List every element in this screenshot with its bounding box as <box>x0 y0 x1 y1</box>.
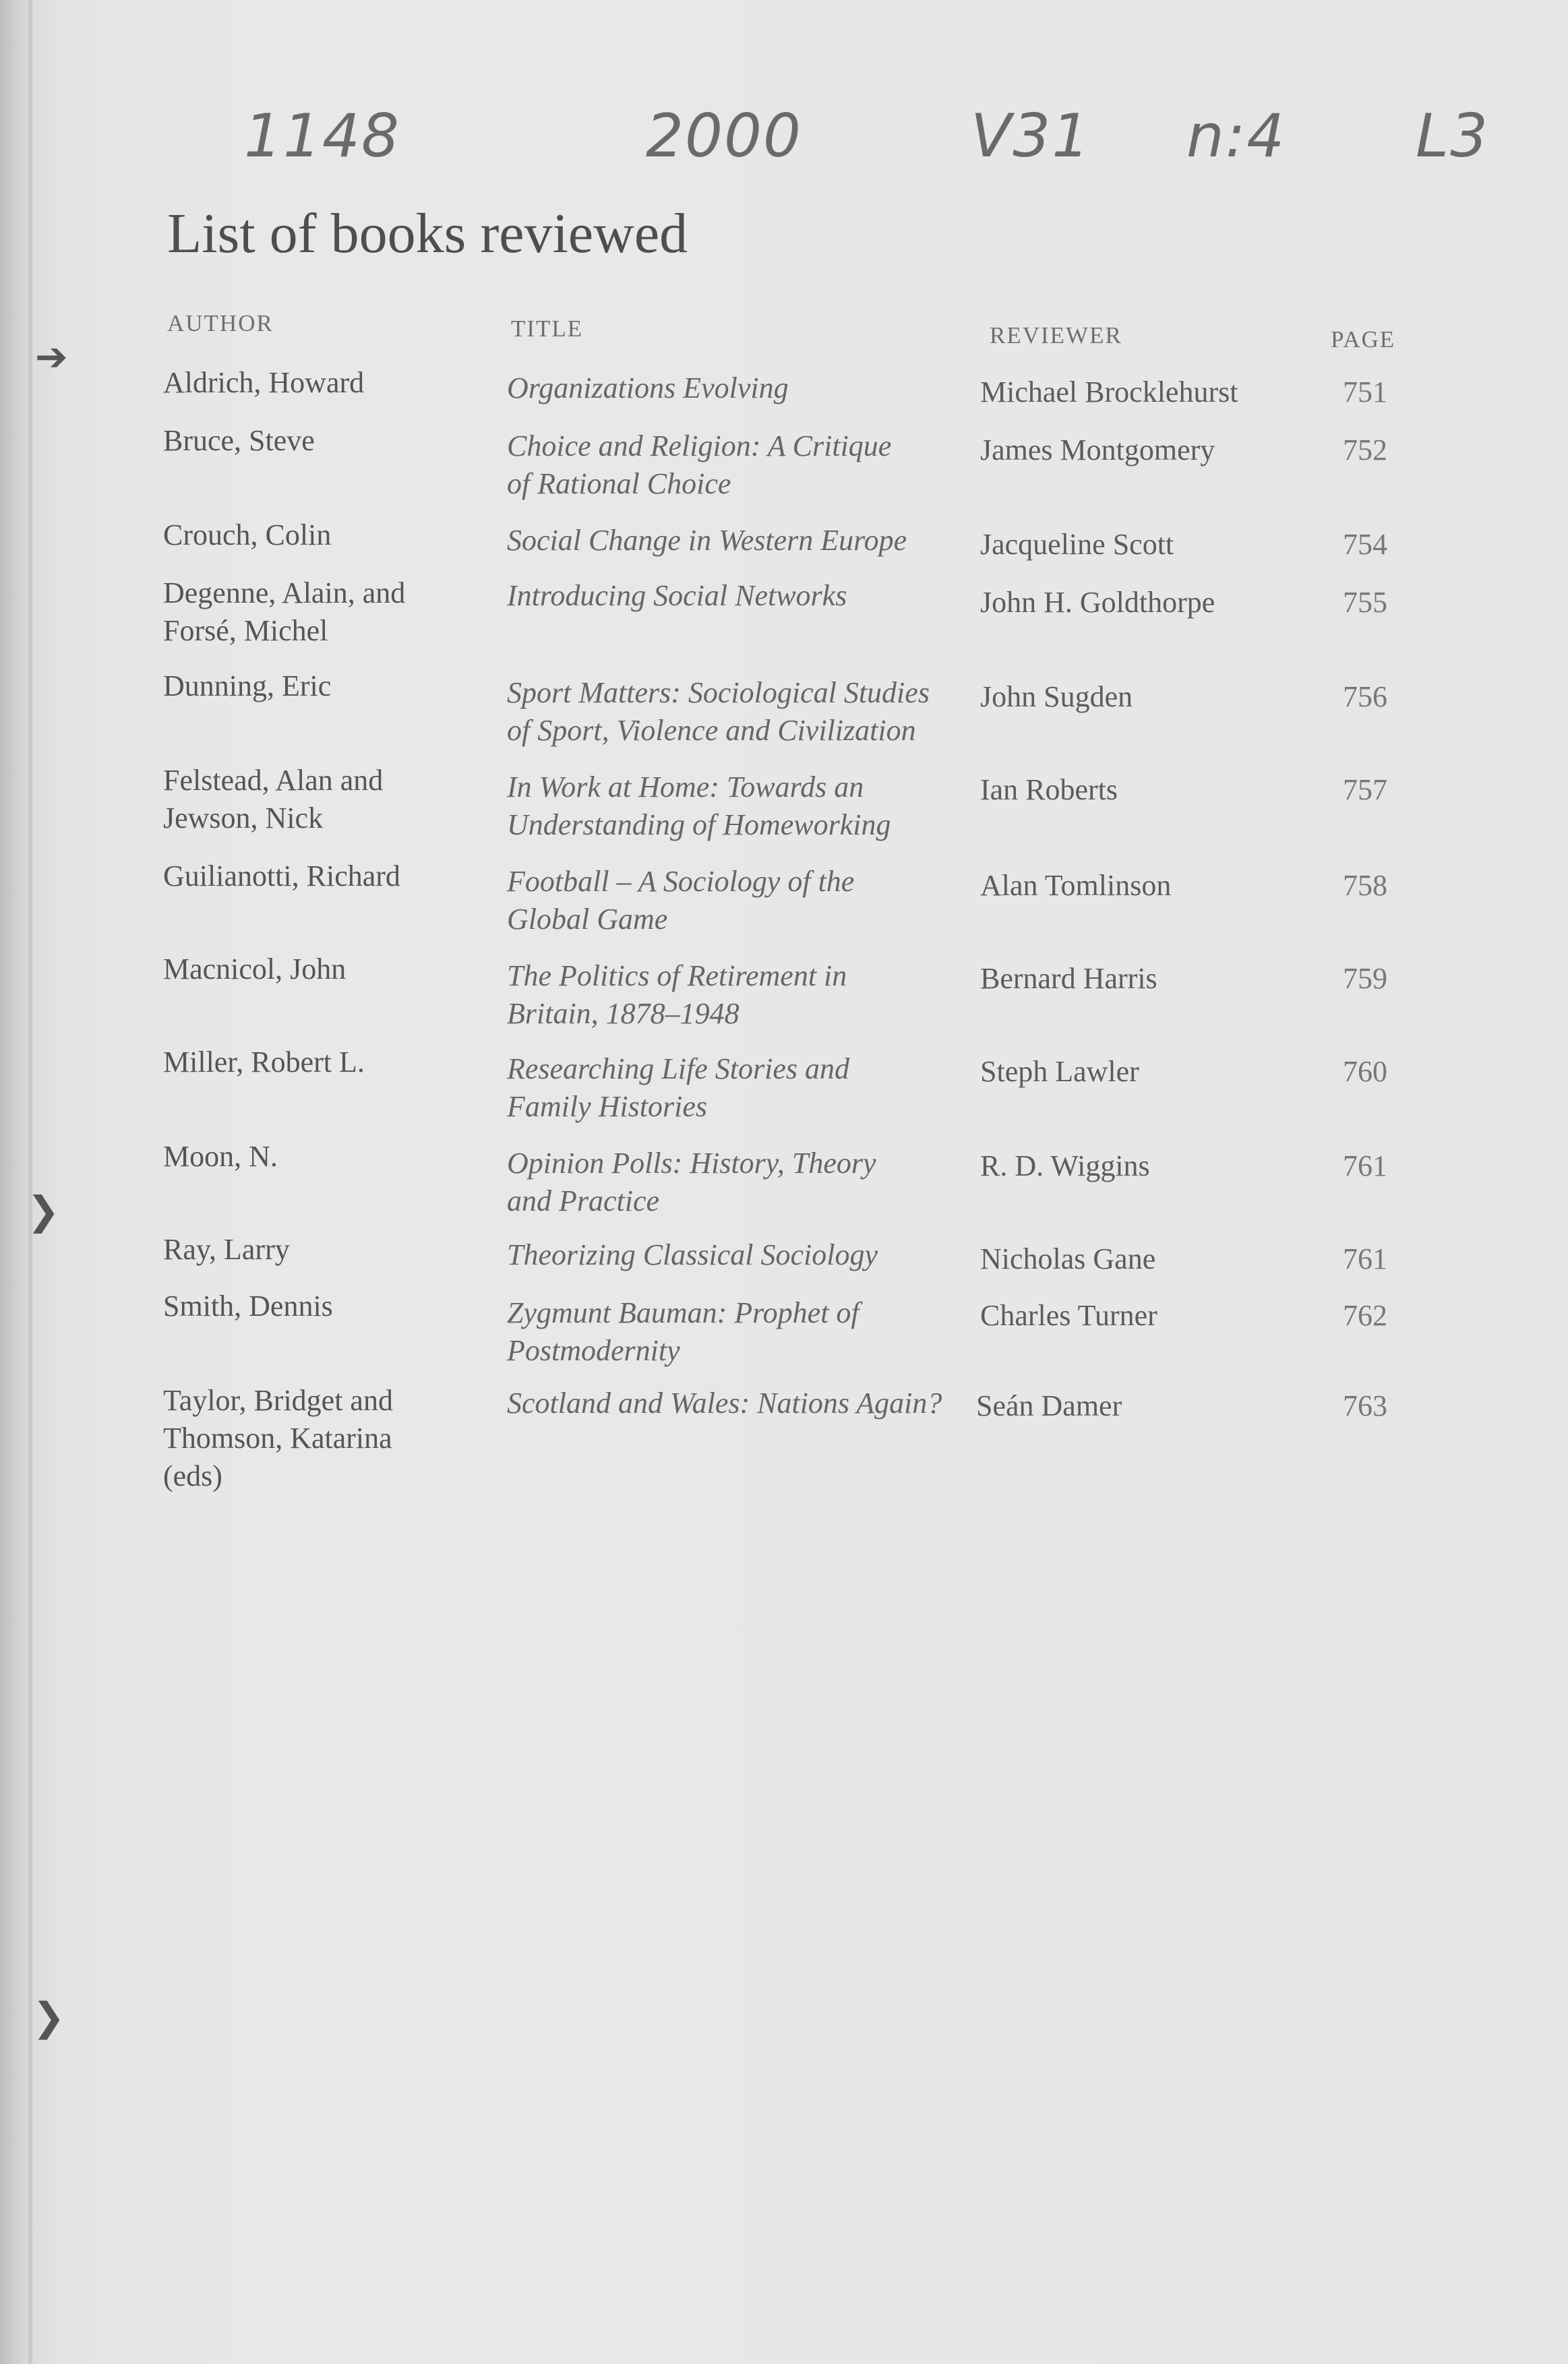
reviewer-cell: Steph Lawler <box>980 1055 1139 1088</box>
title-line: Global Game <box>507 903 668 936</box>
column-header-title: TITLE <box>511 315 584 342</box>
table-row <box>0 1231 1568 1275</box>
page-number: 752 <box>1343 433 1387 466</box>
page-number: 761 <box>1343 1149 1387 1182</box>
title-line: In Work at Home: Towards an <box>507 770 864 804</box>
title-line: The Politics of Retirement in <box>507 959 847 992</box>
title-cell <box>507 957 979 1033</box>
author-line: Bruce, Steve <box>163 424 315 457</box>
reviewer-cell: Ian Roberts <box>980 773 1118 806</box>
author-line: Dunning, Eric <box>163 669 332 702</box>
title-line: Theorizing Classical Sociology <box>507 1238 878 1271</box>
title-line: Postmodernity <box>507 1334 680 1367</box>
author-cell <box>163 1138 507 1176</box>
title-cell <box>507 863 979 938</box>
table-row <box>0 1382 1568 1492</box>
handwritten-note: 1148 <box>244 101 400 171</box>
author-line: Ray, Larry <box>163 1233 290 1266</box>
page-number: 763 <box>1343 1389 1387 1422</box>
reviewer-cell: Bernard Harris <box>980 962 1157 995</box>
author-line: Jewson, Nick <box>163 801 324 835</box>
page-number: 756 <box>1343 680 1387 713</box>
title-cell <box>507 1145 979 1220</box>
handwritten-note: n:4 <box>1186 101 1286 171</box>
author-line: Guilianotti, Richard <box>163 859 400 892</box>
reviewer-cell: R. D. Wiggins <box>980 1149 1150 1182</box>
page-number: 762 <box>1343 1299 1387 1332</box>
author-line: (eds) <box>163 1459 222 1492</box>
author-line: Aldrich, Howard <box>163 366 365 399</box>
title-line: Understanding of Homeworking <box>507 808 891 841</box>
staple-icon: ➔ <box>35 334 68 380</box>
page-number: 761 <box>1343 1242 1387 1275</box>
author-line: Degenne, Alain, and <box>163 576 406 609</box>
author-cell <box>163 1382 507 1495</box>
title-line: Opinion Polls: History, Theory <box>507 1147 876 1180</box>
staple-icon: ❯ <box>27 1188 60 1234</box>
title-cell <box>507 522 979 559</box>
title-cell <box>507 1385 992 1422</box>
title-line: and Practice <box>507 1184 660 1217</box>
author-cell <box>163 857 507 895</box>
author-cell <box>163 667 507 705</box>
title-line: Choice and Religion: A Critique <box>507 429 892 462</box>
reviewer-cell: John Sugden <box>980 680 1133 713</box>
handwritten-note: L3 <box>1416 101 1490 171</box>
title-cell <box>507 1294 979 1370</box>
page-number: 754 <box>1343 528 1387 561</box>
title-cell <box>507 768 979 844</box>
author-line: Miller, Robert L. <box>163 1045 365 1079</box>
reviewer-cell: James Montgomery <box>980 433 1215 466</box>
page-number: 759 <box>1343 962 1387 995</box>
title-line: Scotland and Wales: Nations Again? <box>507 1387 942 1420</box>
table-row <box>0 762 1568 841</box>
author-cell <box>163 1231 507 1269</box>
page-number: 751 <box>1343 375 1387 408</box>
author-cell <box>163 422 507 460</box>
title-line: of Sport, Violence and Civilization <box>507 714 916 747</box>
author-cell <box>163 574 507 650</box>
reviewer-cell: Alan Tomlinson <box>980 869 1172 902</box>
author-line: Crouch, Colin <box>163 518 332 551</box>
author-cell <box>163 516 507 554</box>
title-line: of Rational Choice <box>507 467 731 500</box>
author-line: Macnicol, John <box>163 952 346 986</box>
handwritten-note: V31 <box>971 101 1091 171</box>
column-header-reviewer: REVIEWER <box>990 322 1122 348</box>
author-line: Taylor, Bridget and <box>163 1384 393 1417</box>
title-line: Researching Life Stories and <box>507 1052 849 1085</box>
table-row <box>0 574 1568 647</box>
title-cell <box>507 369 979 407</box>
staple-icon: ❯ <box>32 1994 65 2040</box>
reviewer-cell: Seán Damer <box>976 1389 1122 1422</box>
author-cell <box>163 364 507 402</box>
author-cell <box>163 762 507 837</box>
title-line: Britain, 1878–1948 <box>507 997 740 1030</box>
page-number: 760 <box>1343 1055 1387 1088</box>
title-line: Social Change in Western Europe <box>507 524 907 557</box>
title-line: Organizations Evolving <box>507 371 789 404</box>
author-cell <box>163 1043 507 1081</box>
title-line: Introducing Social Networks <box>507 579 847 612</box>
title-line: Zygmunt Bauman: Prophet of <box>507 1296 860 1329</box>
reviewer-cell: Jacqueline Scott <box>980 528 1174 561</box>
handwritten-note: 2000 <box>646 101 802 171</box>
title-cell <box>507 1236 979 1274</box>
title-cell <box>507 1050 979 1126</box>
reviewer-cell: Nicholas Gane <box>980 1242 1156 1275</box>
page-number: 758 <box>1343 869 1387 902</box>
table-row <box>0 422 1568 500</box>
column-header-author: AUTHOR <box>167 310 274 336</box>
table-row <box>0 857 1568 936</box>
author-line: Smith, Dennis <box>163 1290 333 1323</box>
title-line: Football – A Sociology of the <box>507 865 855 898</box>
table-row <box>0 1043 1568 1123</box>
reviewer-cell: Charles Turner <box>980 1299 1157 1332</box>
page-title: List of books reviewed <box>167 202 688 265</box>
author-line: Moon, N. <box>163 1140 278 1173</box>
table-row <box>0 516 1568 561</box>
title-cell <box>507 577 979 615</box>
title-line: Sport Matters: Sociological Studies <box>507 676 930 709</box>
table-row <box>0 667 1568 747</box>
author-line: Thomson, Katarina <box>163 1422 392 1455</box>
author-cell <box>163 950 507 988</box>
page-number: 755 <box>1343 586 1387 619</box>
author-line: Forsé, Michel <box>163 614 328 647</box>
table-row <box>0 950 1568 1030</box>
page-number: 757 <box>1343 773 1387 806</box>
author-line: Felstead, Alan and <box>163 764 384 797</box>
title-cell <box>507 427 979 503</box>
reviewer-cell: John H. Goldthorpe <box>980 586 1215 619</box>
table-row <box>0 1287 1568 1367</box>
title-cell <box>507 674 979 750</box>
author-cell <box>163 1287 507 1325</box>
table-row <box>0 1138 1568 1217</box>
title-line: Family Histories <box>507 1090 707 1123</box>
table-row <box>0 364 1568 408</box>
column-header-page: PAGE <box>1331 326 1396 353</box>
reviewer-cell: Michael Brocklehurst <box>980 375 1238 408</box>
